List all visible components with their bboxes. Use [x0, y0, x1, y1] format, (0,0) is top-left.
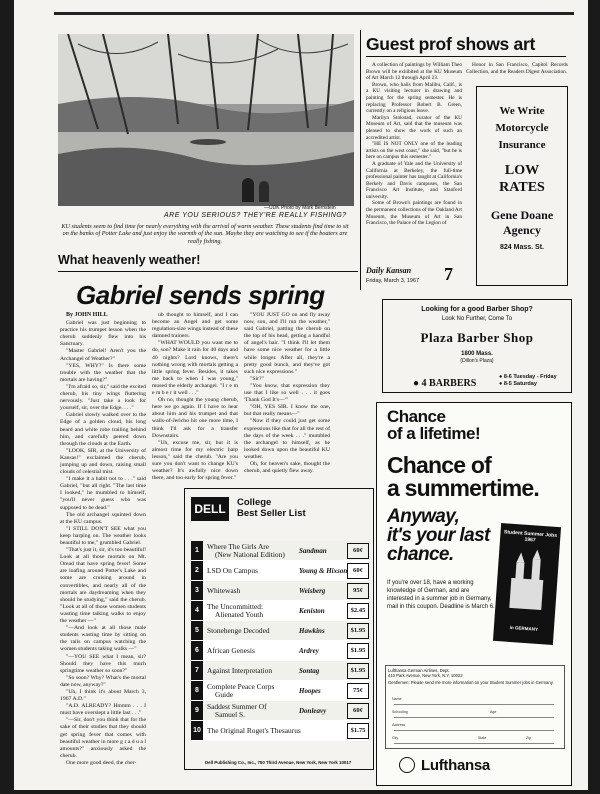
- paragraph: "That's just it, sir, it's too beautiful! Look at all those mortals on Mt. Oread that have spring fever! Some are loafing around Potter's Lake and some are cruising around in convertibles, and nearly all of the mortals are daydreaming when they should be studying," said the cherub. "Look at all of those women students wasting time talking walks to enjoy the weather —": [60, 547, 146, 625]
- lufthansa-ad: [376, 402, 572, 786]
- book-price: 60¢: [347, 563, 369, 579]
- book-title: The Original Roget's Thesaurus: [207, 726, 301, 735]
- newspaper-page: [14, 0, 588, 790]
- paragraph: Oh no, thought the young cherub, here we go again. If I have to hear about him and his trumpet and that walls-of-Jericho hit one more time, I think I'll ask for a transfer Downstairs.: [152, 397, 238, 439]
- rates-line-2: RATES: [499, 180, 545, 195]
- column-rule: [360, 30, 361, 290]
- book-title-block: [207, 561, 307, 581]
- article-column-1: [60, 312, 146, 782]
- dell-title-2: Best Seller List: [237, 508, 306, 519]
- lh-headline-1: [387, 408, 480, 442]
- insurance-lines: [477, 103, 567, 154]
- book-row: [191, 701, 369, 721]
- top-rule: [54, 12, 574, 15]
- book-title-block: [207, 621, 307, 641]
- paragraph: "HE IS NOT ONLY one of the leading artists on the west coast," she said, "but he is here on campus this semester.": [366, 141, 462, 161]
- book-title: Where The Girls Are: [207, 542, 270, 551]
- book-title: The Uncommitted:: [207, 602, 264, 611]
- book-title-block: [207, 641, 307, 661]
- book-author: Hawkins: [299, 627, 325, 635]
- insurance-ad: [476, 86, 568, 286]
- guest-column-1: [366, 62, 462, 258]
- insurance-rates: [477, 162, 567, 196]
- paragraph: ub thought to himself, and I can become an Angel and get some regulation-size wings instead of these damned trainers.: [152, 312, 238, 340]
- book-rank: 3: [191, 581, 203, 600]
- book-title: LSD On Campus: [207, 566, 258, 575]
- ins-line-1: We Write: [499, 105, 545, 117]
- article-headline: Gabriel sends spring: [76, 280, 325, 310]
- dell-logo: DELL: [191, 497, 229, 521]
- book-rank: 7: [191, 661, 203, 680]
- hours-2: [499, 381, 557, 388]
- book-row: [191, 721, 369, 741]
- dell-bestseller-ad: [184, 488, 374, 770]
- book-title: Whitewash: [207, 586, 241, 595]
- paragraph: Some of Brown's paintings are found in the permanent collections of the Oakland Art Museum, the Museum of Art in San Francisco, the Palace of the Legion of: [366, 200, 462, 227]
- paragraph: "A.D. ALREADY? Hmmm . . . I must have overslept a little last . . .": [60, 703, 146, 717]
- section-rule: [58, 271, 358, 272]
- paragraph: "—YOU SEE what I mean, sir? Should they have this much springtime weather so soon?": [60, 653, 146, 674]
- insurance-address: 824 Mass. St.: [500, 244, 544, 251]
- book-title-block: [207, 541, 307, 558]
- book-subtitle: (New National Edition): [215, 549, 285, 559]
- book-row: [191, 581, 369, 601]
- photo-caption: KU students seem to find time for nearly everything with the arrival of warm weather. These students find time to sit on the banks of Potter Lake and just enjoy the warmth of the sun. Maybe they are watching to see if the boaters are really fishing.: [61, 223, 349, 245]
- barber-count: [413, 378, 476, 389]
- book-author: Weisberg: [299, 587, 326, 595]
- page-number: 7: [444, 264, 453, 284]
- book-author: Donleavy: [299, 707, 327, 715]
- summer-jobs-poster: [493, 523, 561, 645]
- book-title-block: [207, 581, 307, 601]
- book-price: $1.95: [347, 643, 369, 659]
- bullet-icon: ●: [499, 381, 504, 387]
- paragraph: "You know, that expression they use that I like so well . . . it goes 'Thank God It's—'": [244, 382, 330, 404]
- paragraph: "I STILL DON'T SEE what you keep harping on. The weather looks beautiful to me," grumbled Gabriel.: [60, 525, 146, 546]
- lufthansa-logo: Lufthansa: [421, 757, 490, 774]
- book-rank: 6: [191, 641, 203, 660]
- field-city-label: City: [392, 736, 399, 740]
- photo-credit: —UDK Photo by Mark Bernstein: [264, 205, 336, 211]
- book-title-block: [207, 721, 307, 741]
- lh-head-2a: Chance of: [387, 452, 491, 478]
- barber-line-2: Look No Further, Come To: [441, 316, 513, 322]
- book-subtitle: Samuel S.: [215, 709, 245, 719]
- book-title: African Genesis: [207, 646, 255, 655]
- barber-ad: [382, 299, 572, 393]
- barber-hours: [499, 374, 557, 388]
- lh-coupon[interactable]: [385, 665, 565, 749]
- book-author: Sandman: [299, 547, 327, 555]
- paragraph: "OH, YES SIR. I know the one, but that really means—": [244, 404, 330, 418]
- section-heading: What heavenly weather!: [58, 253, 201, 267]
- book-price: 60¢: [347, 703, 369, 719]
- paragraph: "Uh, I think it's about March 3, 1967 A.D.": [60, 688, 146, 703]
- photo-headline: ARE YOU SERIOUS? THEY'RE REALLY FISHING?: [164, 212, 347, 219]
- guest-column-2-text: Honor in San Francisco, Capitol Records Collection, and the Readers Digest Association.: [466, 62, 568, 75]
- book-row: [191, 641, 369, 661]
- field-age-label: Age: [490, 710, 497, 714]
- coupon-addr-2: 410 Park Avenue, New York, N.Y. 10022: [388, 673, 463, 678]
- book-author: Hoopes: [299, 687, 321, 695]
- book-price: 75¢: [347, 683, 369, 699]
- book-rank: 8: [191, 681, 203, 700]
- barber-line-1: Looking for a good Barber Shop?: [421, 306, 533, 313]
- poster-subtitle: in GERMANY: [509, 624, 539, 632]
- book-author: Keniston: [299, 607, 325, 615]
- book-title-block: [207, 701, 307, 718]
- paragraph: "LOOK, SIR, at the University of Kansas!" exclaimed the cherub, jumping up and down, raising small clouds of celestial mist.: [60, 447, 146, 476]
- field-name-label: Name: [392, 697, 402, 701]
- ins-line-2: Motorcycle: [495, 122, 549, 134]
- paragraph: "I make it a habit not to . . ." said Gabriel, "but all right. "The last time I looked," he mumbled to himself, "you'll never guess who was supposed to be dead.": [60, 476, 146, 511]
- paragraph: A graduate of Yale and the University of California at Berkeley, the full-time professional painter has taught at California's Berkely and Davis campuses, the San Francisco Art Institute, and Stanford university.: [366, 160, 462, 200]
- lh-body: If you're over 18, have a working knowledge of German, and are interested in a summer job in Germany, mail in this coupon. Deadline is March 6.: [387, 580, 495, 610]
- column-3-text: [244, 312, 330, 475]
- guest-column-1-text: [366, 62, 462, 227]
- book-price: 95¢: [347, 583, 369, 599]
- paragraph: Oh, for heaven's sake, thought the cherub, and quietly flew away.: [244, 460, 330, 475]
- guest-rule: [366, 56, 566, 57]
- paragraph: "So soon? Why? What's the mortal date now, anyway?": [60, 674, 146, 688]
- paragraph: One more good deed, the cher-: [66, 759, 137, 766]
- lh-head-3a: Anyway,: [387, 506, 460, 527]
- coupon-intro: Gentlemen: Please send me more information on your Student Summer jobs in Germany.: [388, 680, 554, 685]
- paragraph: "Now if they could just get some expressions like that for all the rest of the days of the week . . ." mumbled the archangel to himself, as he looked down upon the beautiful KU weather.: [244, 418, 330, 460]
- book-row: [191, 681, 369, 701]
- paragraph: "Master Gabriel! Aren't you the Archangel of Weather?": [60, 348, 146, 362]
- barber-name: Plaza Barber Shop: [420, 330, 534, 345]
- book-rank: 9: [191, 701, 203, 720]
- article-column-3: [244, 312, 330, 482]
- guest-column-2: [466, 62, 568, 84]
- paragraph: The old archangel squinted down at the KU campus.: [60, 511, 146, 525]
- book-title-block: [207, 601, 307, 618]
- book-row: [191, 621, 369, 641]
- paragraph: "WHAT WOULD you want me to do, son? Make it rain for 40 days and 40 nights? Lord knows, there's nothing wrong with mortals getting a little spring fever. Besides, it takes me back to when I was young," mused the elderly archangel. "I r e m e m b e r it well . . .": [152, 340, 238, 397]
- lh-head-1b: of a lifetime!: [387, 424, 481, 443]
- byline: By JOHN HILL: [66, 312, 108, 318]
- potter-lake-photo: [58, 34, 354, 206]
- book-rank: 10: [191, 721, 203, 740]
- paragraph: "—And look at all those male students wasting time by sitting on the rails on campus watching the women students taking walks —": [60, 625, 146, 653]
- book-author: Sontag: [299, 667, 320, 675]
- book-price: $1.95: [347, 663, 369, 679]
- lh-head-3b: it's your last: [387, 525, 490, 546]
- address-field[interactable]: [394, 730, 554, 731]
- book-row: [191, 601, 369, 621]
- lh-head-3c: chance.: [387, 544, 454, 565]
- ins-line-3: Insurance: [498, 139, 546, 151]
- book-title-block: [207, 661, 307, 681]
- book-rank: 5: [191, 621, 203, 640]
- book-price: $1.95: [347, 623, 369, 639]
- guest-prof-headline: Guest prof shows art: [366, 34, 536, 54]
- book-price: $2.45: [347, 603, 369, 619]
- field-state-label: State: [478, 736, 487, 740]
- lh-head-1a: Chance: [387, 407, 446, 426]
- paragraph: "—Sir, don't you think that for the sake of their studies that they should get spring fever that comes with beautiful weather in more g r a d u a l amounts?" anxiously asked the cherub.: [60, 717, 146, 759]
- barber-sub: (Dillon's Plaza): [460, 358, 494, 364]
- book-price: 60¢: [347, 543, 369, 559]
- agency-line-2: Agency: [503, 223, 541, 237]
- paragraph: "YES, WHY?" Is there some trouble with the weather that the mortals are having?": [60, 362, 146, 383]
- lh-headline-3: [387, 507, 490, 564]
- column-1-text: [60, 320, 146, 767]
- castle-icon: [495, 547, 560, 621]
- paragraph: "Sir?": [250, 375, 264, 382]
- book-rank: 4: [191, 601, 203, 620]
- field-zip-label: Zip: [526, 736, 531, 740]
- bestseller-list: [191, 541, 369, 741]
- book-title: Against Interpretation: [207, 666, 273, 675]
- article-column-2: [152, 312, 238, 482]
- barber-address: 1800 Mass.: [461, 351, 493, 357]
- dell-title-1: College: [237, 497, 272, 508]
- lufthansa-crane-icon: [399, 757, 415, 773]
- dell-title: [237, 497, 306, 519]
- barber-count-text: 4 BARBERS: [421, 378, 477, 389]
- agency-line-1: Gene Doane: [490, 208, 554, 222]
- masthead-date: Friday, March 3, 1967: [366, 278, 420, 284]
- poster-title: Student Summer Jobs 1967: [503, 529, 558, 544]
- column-2-text: [152, 312, 238, 482]
- paragraph: Brown, who hails from Malibu, Calif., is a KU visiting lecturer in drawing and painting for the spring semester. He is replacing Professor Robert B. Green, currently on a religious leave.: [366, 81, 462, 115]
- paragraph: "I'm afraid so, sir," said the excited cherub, his tiny wings fluttering nervously. "Just take a look for yourself, sir, over the Edge. . . .": [60, 383, 146, 412]
- book-author: Ardrey: [299, 647, 319, 655]
- hours-1-text: 8-6 Tuesday - Friday: [503, 374, 557, 380]
- paragraph: Gabriel was just beginning to practice his trumpet lesson when the cherub suddenly flew into his Sanctuary.: [60, 320, 146, 348]
- bullet-icon: ●: [499, 374, 504, 380]
- book-rank: 2: [191, 561, 203, 580]
- paragraph: "YOU JUST GO on and fly away now, son, and I'll run the weather," said Gabriel, patting the cherub on the top of his head, getting a handful of angel's hair. "I think I'll let them have some nice weather for a little while longer. After all, they're a pretty good bunch, and they've got such nice expressions.": [244, 312, 330, 375]
- book-price: $1.75: [347, 723, 369, 739]
- field-school-label: Schooling: [392, 710, 408, 714]
- lh-headline-2: [387, 454, 539, 500]
- book-row: [191, 661, 369, 681]
- lh-head-2b: a summertime.: [387, 475, 539, 501]
- paragraph: "Uh, excuse me, sir, but it is almost time for my electric harp lesson," said the cherub. "Are you sure you don't want to change KU's weather? It's awfully nice down there, and too early for spring fever.": [152, 439, 238, 482]
- hours-1: [499, 374, 557, 381]
- paragraph: A collection of paintings by William Theo Brown will be exhibited at the KU Museum of Art March 12 through April 23.: [366, 62, 462, 82]
- rates-line-1: LOW: [504, 163, 540, 178]
- photo-illustration: [58, 34, 354, 206]
- book-row: [191, 541, 369, 561]
- hours-2-text: 8-5 Saturday: [503, 381, 537, 387]
- field-address-label: Address: [392, 723, 406, 727]
- paragraph: Marilyn Stokstad, curator of the KU Museum of Art, said that the museum was pleased to show the work of such an accredited artist.: [366, 114, 462, 141]
- book-title-block: [207, 681, 307, 698]
- book-title: Stonehenge Decoded: [207, 626, 270, 635]
- book-rank: 1: [191, 541, 203, 560]
- city-field[interactable]: [394, 743, 554, 744]
- masthead-paper: Daily Kansan: [366, 266, 412, 275]
- name-field[interactable]: [394, 704, 554, 705]
- paragraph: Gabriel slowly walked over to the Edge of a golden cloud, his long beard and white robe trailing behind him, and carefully peered down through the clouds at the Earth.: [60, 412, 146, 447]
- insurance-agency: [477, 208, 567, 238]
- book-author: Young & Hixson: [299, 567, 348, 575]
- book-subtitle: Guide: [215, 689, 234, 699]
- book-row: [191, 561, 369, 581]
- dell-footer: Dell Publishing Co., Inc., 750 Third Avenue, New York, New York 10017: [205, 760, 352, 765]
- coupon-addr-1: Lufthansa German Airlines, Dept.: [388, 668, 450, 673]
- bullet-icon: ●: [413, 378, 422, 389]
- book-subtitle: Alienated Youth: [215, 609, 264, 619]
- schooling-field[interactable]: [394, 717, 554, 718]
- book-title: Complete Peace Corps: [207, 682, 275, 691]
- book-title: Saddest Summer Of: [207, 702, 267, 711]
